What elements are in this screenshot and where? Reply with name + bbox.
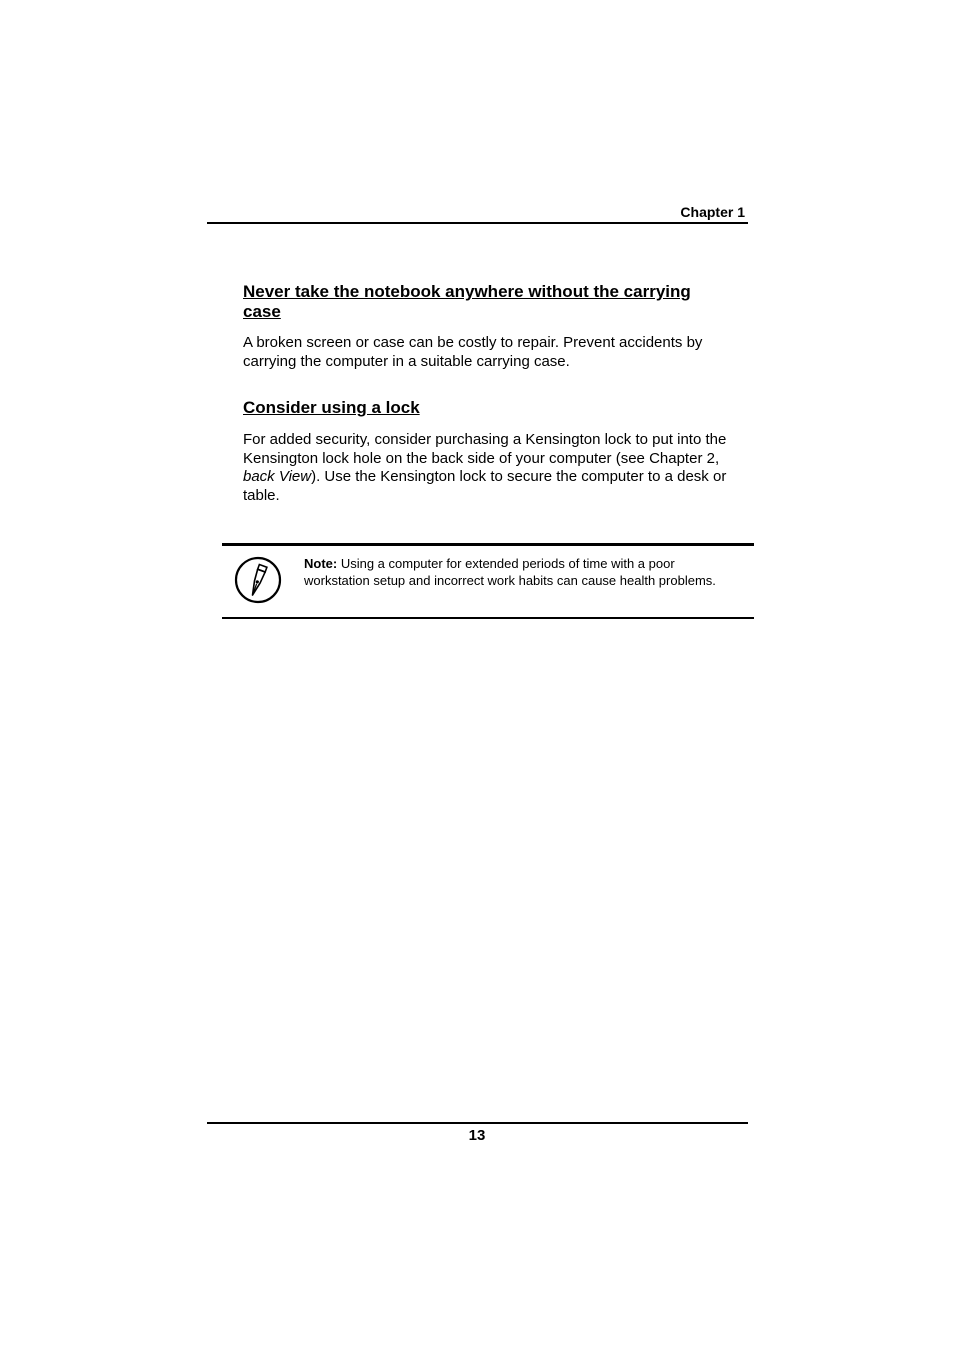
section-body-lock xyxy=(243,431,743,505)
note-label: Note: xyxy=(304,556,338,571)
lock-body-text-start: For added security, consider purchasing a Kensington lock to put into the Kensington lock hole on the back side of your computer (see Chapter 2, xyxy=(243,431,727,467)
chapter-label: Chapter 1 xyxy=(680,204,745,220)
note-text xyxy=(304,556,744,589)
page-number: 13 xyxy=(468,1127,486,1144)
footer-rule xyxy=(207,1122,748,1124)
lock-body-text-end: ). Use the Kensington lock to secure the computer to a desk or table. xyxy=(243,468,727,504)
section-heading-carrying-case: Never take the notebook anywhere without the carrying case xyxy=(243,282,691,321)
note-message: Using a computer for extended periods of time with a poor workstation setup and incorrect work habits can cause health problems. xyxy=(304,556,716,588)
header-rule xyxy=(207,222,748,224)
pen-nib-icon xyxy=(234,556,282,604)
note-box xyxy=(222,543,754,619)
section-body-carrying-case: A broken screen or case can be costly to repair. Prevent accidents by carrying the computer in a suitable carrying case. xyxy=(243,334,703,370)
section-heading-lock: Consider using a lock xyxy=(243,398,420,417)
lock-body-italic-ref: back View xyxy=(243,468,312,485)
